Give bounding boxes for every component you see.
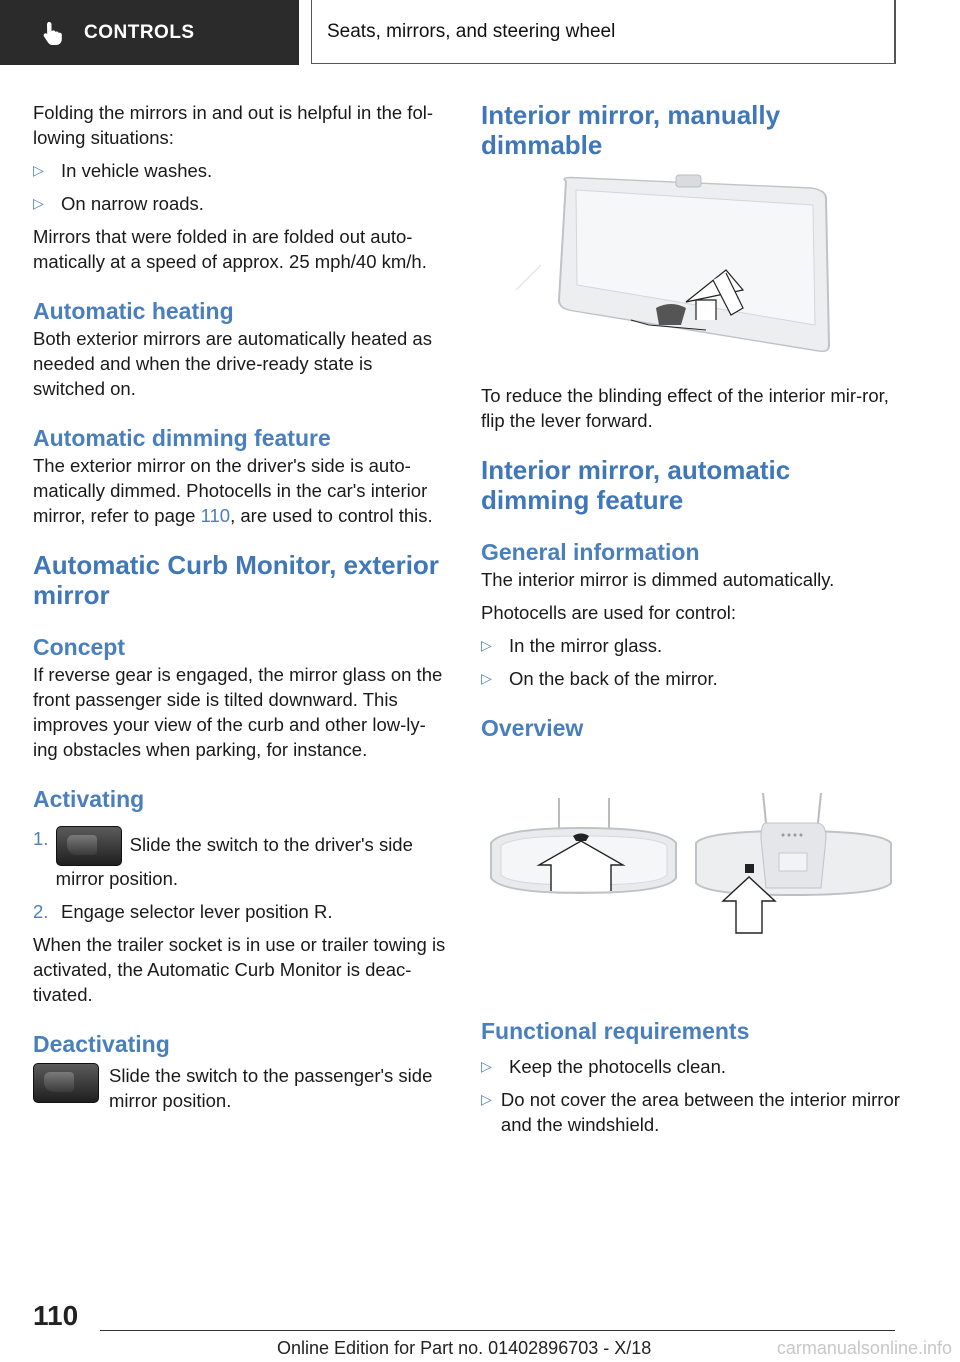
edition-text: Online Edition for Part no. 01402896703 - X/18 <box>277 1338 652 1358</box>
list-item <box>481 666 901 691</box>
section-title: CONTROLS <box>84 21 195 43</box>
list-item-text: In the mirror glass. <box>509 635 663 656</box>
mirror-overview-illustration <box>481 743 901 1003</box>
folded-text: Mirrors that were folded in are folded out auto-matically at a speed of approx. 25 mph/40 km/h. <box>33 226 427 272</box>
heading-overview: Overview <box>481 715 584 741</box>
heading-functional-requirements: Functional requirements <box>481 1018 750 1044</box>
mirror-switch-icon <box>56 826 122 866</box>
dimming-text: The exterior mirror on the driver's side is auto-matically dimmed. Photocells in the car's interior mirror, refer to page 110, are used to control this. <box>33 455 433 526</box>
step-text: Slide the switch to the driver's side mirror position. <box>55 833 413 889</box>
page-number: 110 <box>33 1300 79 1331</box>
general-text-1: The interior mirror is dimmed automatically. <box>481 569 835 590</box>
general-text-2: Photocells are used for control: <box>481 602 737 623</box>
mirror-switch-icon <box>33 1063 99 1103</box>
chapter-title: Seats, mirrors, and steering wheel <box>327 20 616 42</box>
step-item <box>33 899 448 924</box>
trailer-text: When the trailer socket is in use or trailer towing is activated, the Automatic Curb Monitor is deac-tivated. <box>33 934 446 1005</box>
heading-manual-mirror: Interior mirror, manually dimmable <box>481 100 781 160</box>
list-item <box>481 1054 901 1079</box>
heading-general-information: General information <box>481 539 700 565</box>
heading-curb-monitor: Automatic Curb Monitor, exterior mirror <box>33 550 439 610</box>
list-item <box>33 191 448 216</box>
heating-text: Both exterior mirrors are automatically heated as needed and when the drive-ready state is switched on. <box>33 328 432 399</box>
triangle-bullet-icon: ▷ <box>481 637 492 653</box>
section-tab <box>0 0 299 65</box>
heading-auto-mirror: Interior mirror, automatic dimming feature <box>481 455 791 515</box>
heading-automatic-dimming: Automatic dimming feature <box>33 425 331 451</box>
heading-activating: Activating <box>33 786 145 812</box>
triangle-bullet-icon: ▷ <box>33 162 44 178</box>
list-item-text: Do not cover the area between the interior mirror and the windshield. <box>500 1089 900 1135</box>
interior-mirror-illustration <box>481 160 901 370</box>
deactivating-row <box>33 1063 448 1113</box>
heading-concept: Concept <box>33 634 125 660</box>
triangle-bullet-icon: ▷ <box>481 1058 492 1074</box>
concept-text: If reverse gear is engaged, the mirror glass on the front passenger side is tilted downward. This improves your view of the curb and other low-ly-ing obstacles when parking, for instance. <box>33 664 443 760</box>
triangle-bullet-icon: ▷ <box>481 1091 492 1107</box>
page-link[interactable]: 110 <box>200 505 231 526</box>
step-number: 2. <box>33 901 49 922</box>
list-item-text: In vehicle washes. <box>61 160 213 181</box>
step-item <box>33 826 448 891</box>
chapter-tab <box>311 0 896 64</box>
deactivating-text: Slide the switch to the passenger's side mirror position. <box>109 1065 433 1111</box>
list-item-text: On narrow roads. <box>61 193 204 214</box>
right-column <box>481 100 901 1137</box>
intro-text: Folding the mirrors in and out is helpful in the fol-lowing situations: <box>33 102 434 148</box>
watermark: carmanualsonline.info <box>776 1338 952 1358</box>
list-item-text: On the back of the mirror. <box>509 668 718 689</box>
manual-text: To reduce the blinding effect of the interior mir-ror, flip the lever forward. <box>481 385 889 431</box>
list-item <box>481 1087 901 1137</box>
step-text: Engage selector lever position R. <box>61 901 333 922</box>
triangle-bullet-icon: ▷ <box>481 670 492 686</box>
heading-deactivating: Deactivating <box>33 1031 170 1057</box>
step-number: 1. <box>33 828 49 849</box>
list-item <box>481 633 901 658</box>
pointing-hand-icon <box>40 20 66 46</box>
footer-divider <box>100 1330 895 1331</box>
triangle-bullet-icon: ▷ <box>33 195 44 211</box>
heading-automatic-heating: Automatic heating <box>33 298 234 324</box>
left-column <box>33 100 448 1113</box>
list-item <box>33 158 448 183</box>
list-item-text: Keep the photocells clean. <box>509 1056 727 1077</box>
